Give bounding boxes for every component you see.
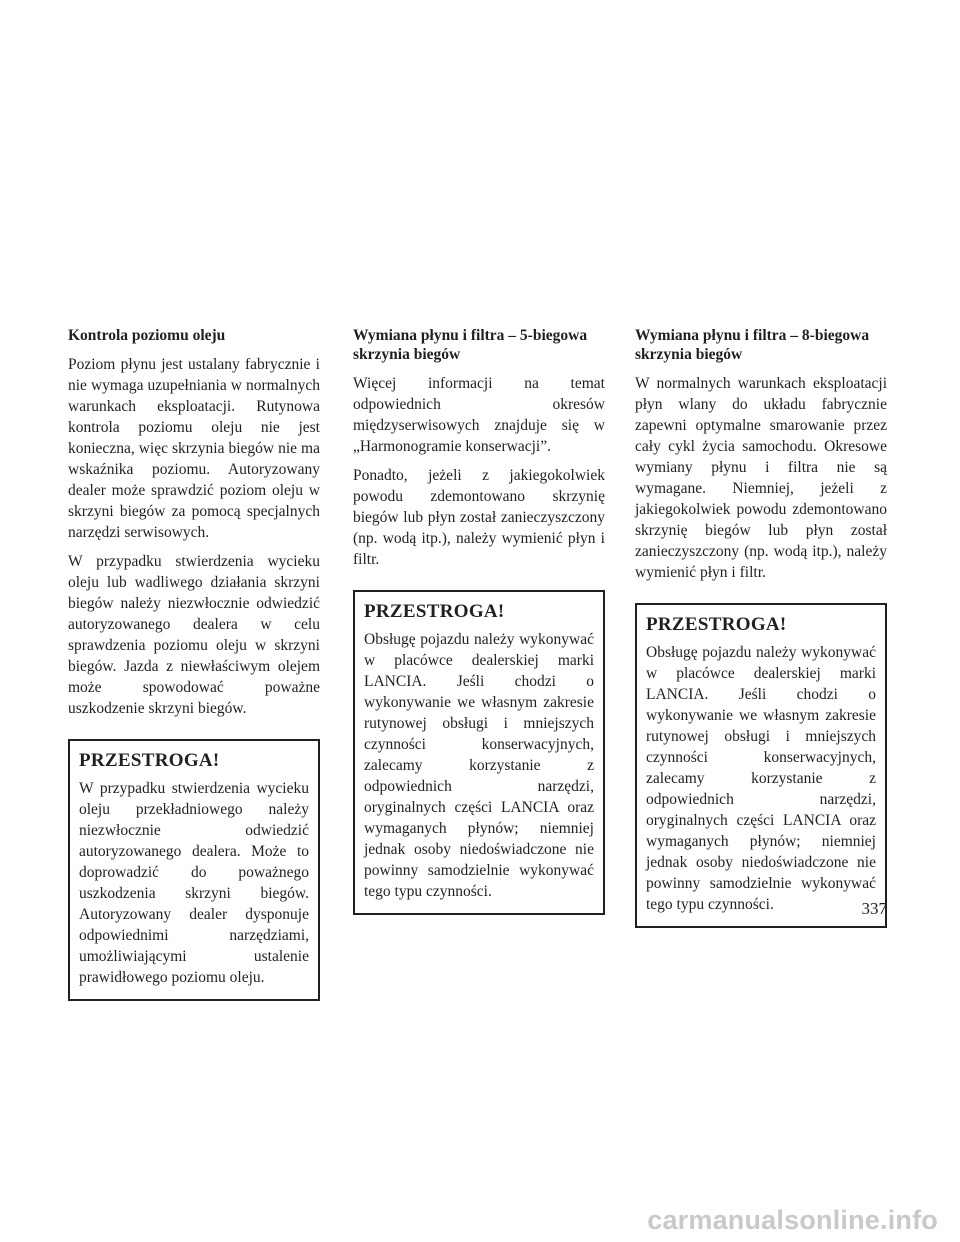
watermark: carmanualsonline.info	[647, 1205, 938, 1235]
caution-box	[353, 590, 605, 915]
paragraph: Ponadto, jeżeli z jakiegokolwiek powodu zdemontowano skrzynię biegów lub płyn został zanieczyszczony (np. wodą itp.), należy wymienić płyn i filtr.	[353, 467, 605, 568]
page-number: 337	[861, 899, 887, 918]
section-heading: Kontrola poziomu oleju	[68, 327, 226, 344]
caution-text: W przypadku stwierdzenia wycieku oleju przekładniowego należy niezwłocznie odwiedzić autoryzowanego dealera. Może to doprowadzić do poważnego uszkodzenia skrzyni biegów. Autoryzowany dealer dysponuje odpowiednimi narzędziami, umożliwiającymi ustalenie prawidłowego poziomu oleju.	[79, 780, 309, 986]
section-heading: Wymiana płynu i filtra – 5-biegowa skrzynia biegów	[353, 327, 588, 363]
caution-text: Obsługę pojazdu należy wykonywać w placówce dealerskiej marki LANCIA. Jeśli chodzi o wykonywanie we własnym zakresie rutynowej obsługi i mniejszych czynności konserwacyjnych, zalecamy korzystanie z odpowiednich narzędzi, oryginalnych części LANCIA oraz wymaganych płynów; niemniej jednak osoby niedoświadczone nie powinny samodzielnie wykonywać tego typu czynności.	[364, 631, 594, 900]
section-heading: Wymiana płynu i filtra – 8-biegowa skrzynia biegów	[635, 327, 870, 363]
caution-title: PRZESTROGA!	[364, 601, 505, 622]
paragraph: W normalnych warunkach eksploatacji płyn wlany do układu fabrycznie zapewni optymalne smarowanie przez cały cykl życia samochodu. Okresowe wymiany płynu i filtra nie są wymagane. Niemniej, jeżeli z jakiegokolwiek powodu zdemontowano skrzynię biegów lub płyn został zanieczyszczony (np. wodą itp.), należy wymienić płyn i filtr.	[635, 375, 887, 581]
paragraph: Poziom płynu jest ustalany fabrycznie i nie wymaga uzupełniania w normalnych warunkach eksploatacji. Rutynowa kontrola poziomu oleju nie jest konieczna, więc skrzynia biegów nie ma wskaźnika poziomu. Autoryzowany dealer może sprawdzić poziom oleju w skrzyni biegów za pomocą specjalnych narzędzi serwisowych.	[68, 356, 320, 541]
column-8-speed-fluid-change	[635, 326, 887, 928]
caution-box	[635, 603, 887, 928]
column-5-speed-fluid-change	[353, 326, 605, 915]
paragraph: Więcej informacji na temat odpowiednich okresów międzyserwisowych znajduje się w „Harmonogramie konserwacji”.	[353, 375, 605, 455]
caution-box	[68, 739, 320, 1001]
caution-title: PRZESTROGA!	[646, 614, 787, 635]
caution-text: Obsługę pojazdu należy wykonywać w placówce dealerskiej marki LANCIA. Jeśli chodzi o wykonywanie we własnym zakresie rutynowej obsługi i mniejszych czynności konserwacyjnych, zalecamy korzystanie z odpowiednich narzędzi, oryginalnych części LANCIA oraz wymaganych płynów; niemniej jednak osoby niedoświadczone nie powinny samodzielnie wykonywać tego typu czynności.	[646, 644, 876, 913]
column-oil-level-check	[68, 326, 320, 1001]
caution-title: PRZESTROGA!	[79, 750, 220, 771]
paragraph: W przypadku stwierdzenia wycieku oleju lub wadliwego działania skrzyni biegów należy niezwłocznie odwiedzić autoryzowanego dealera w celu sprawdzenia poziomu oleju w skrzyni biegów. Jazda z niewłaściwym olejem może spowodować poważne uszkodzenie skrzyni biegów.	[68, 553, 320, 717]
